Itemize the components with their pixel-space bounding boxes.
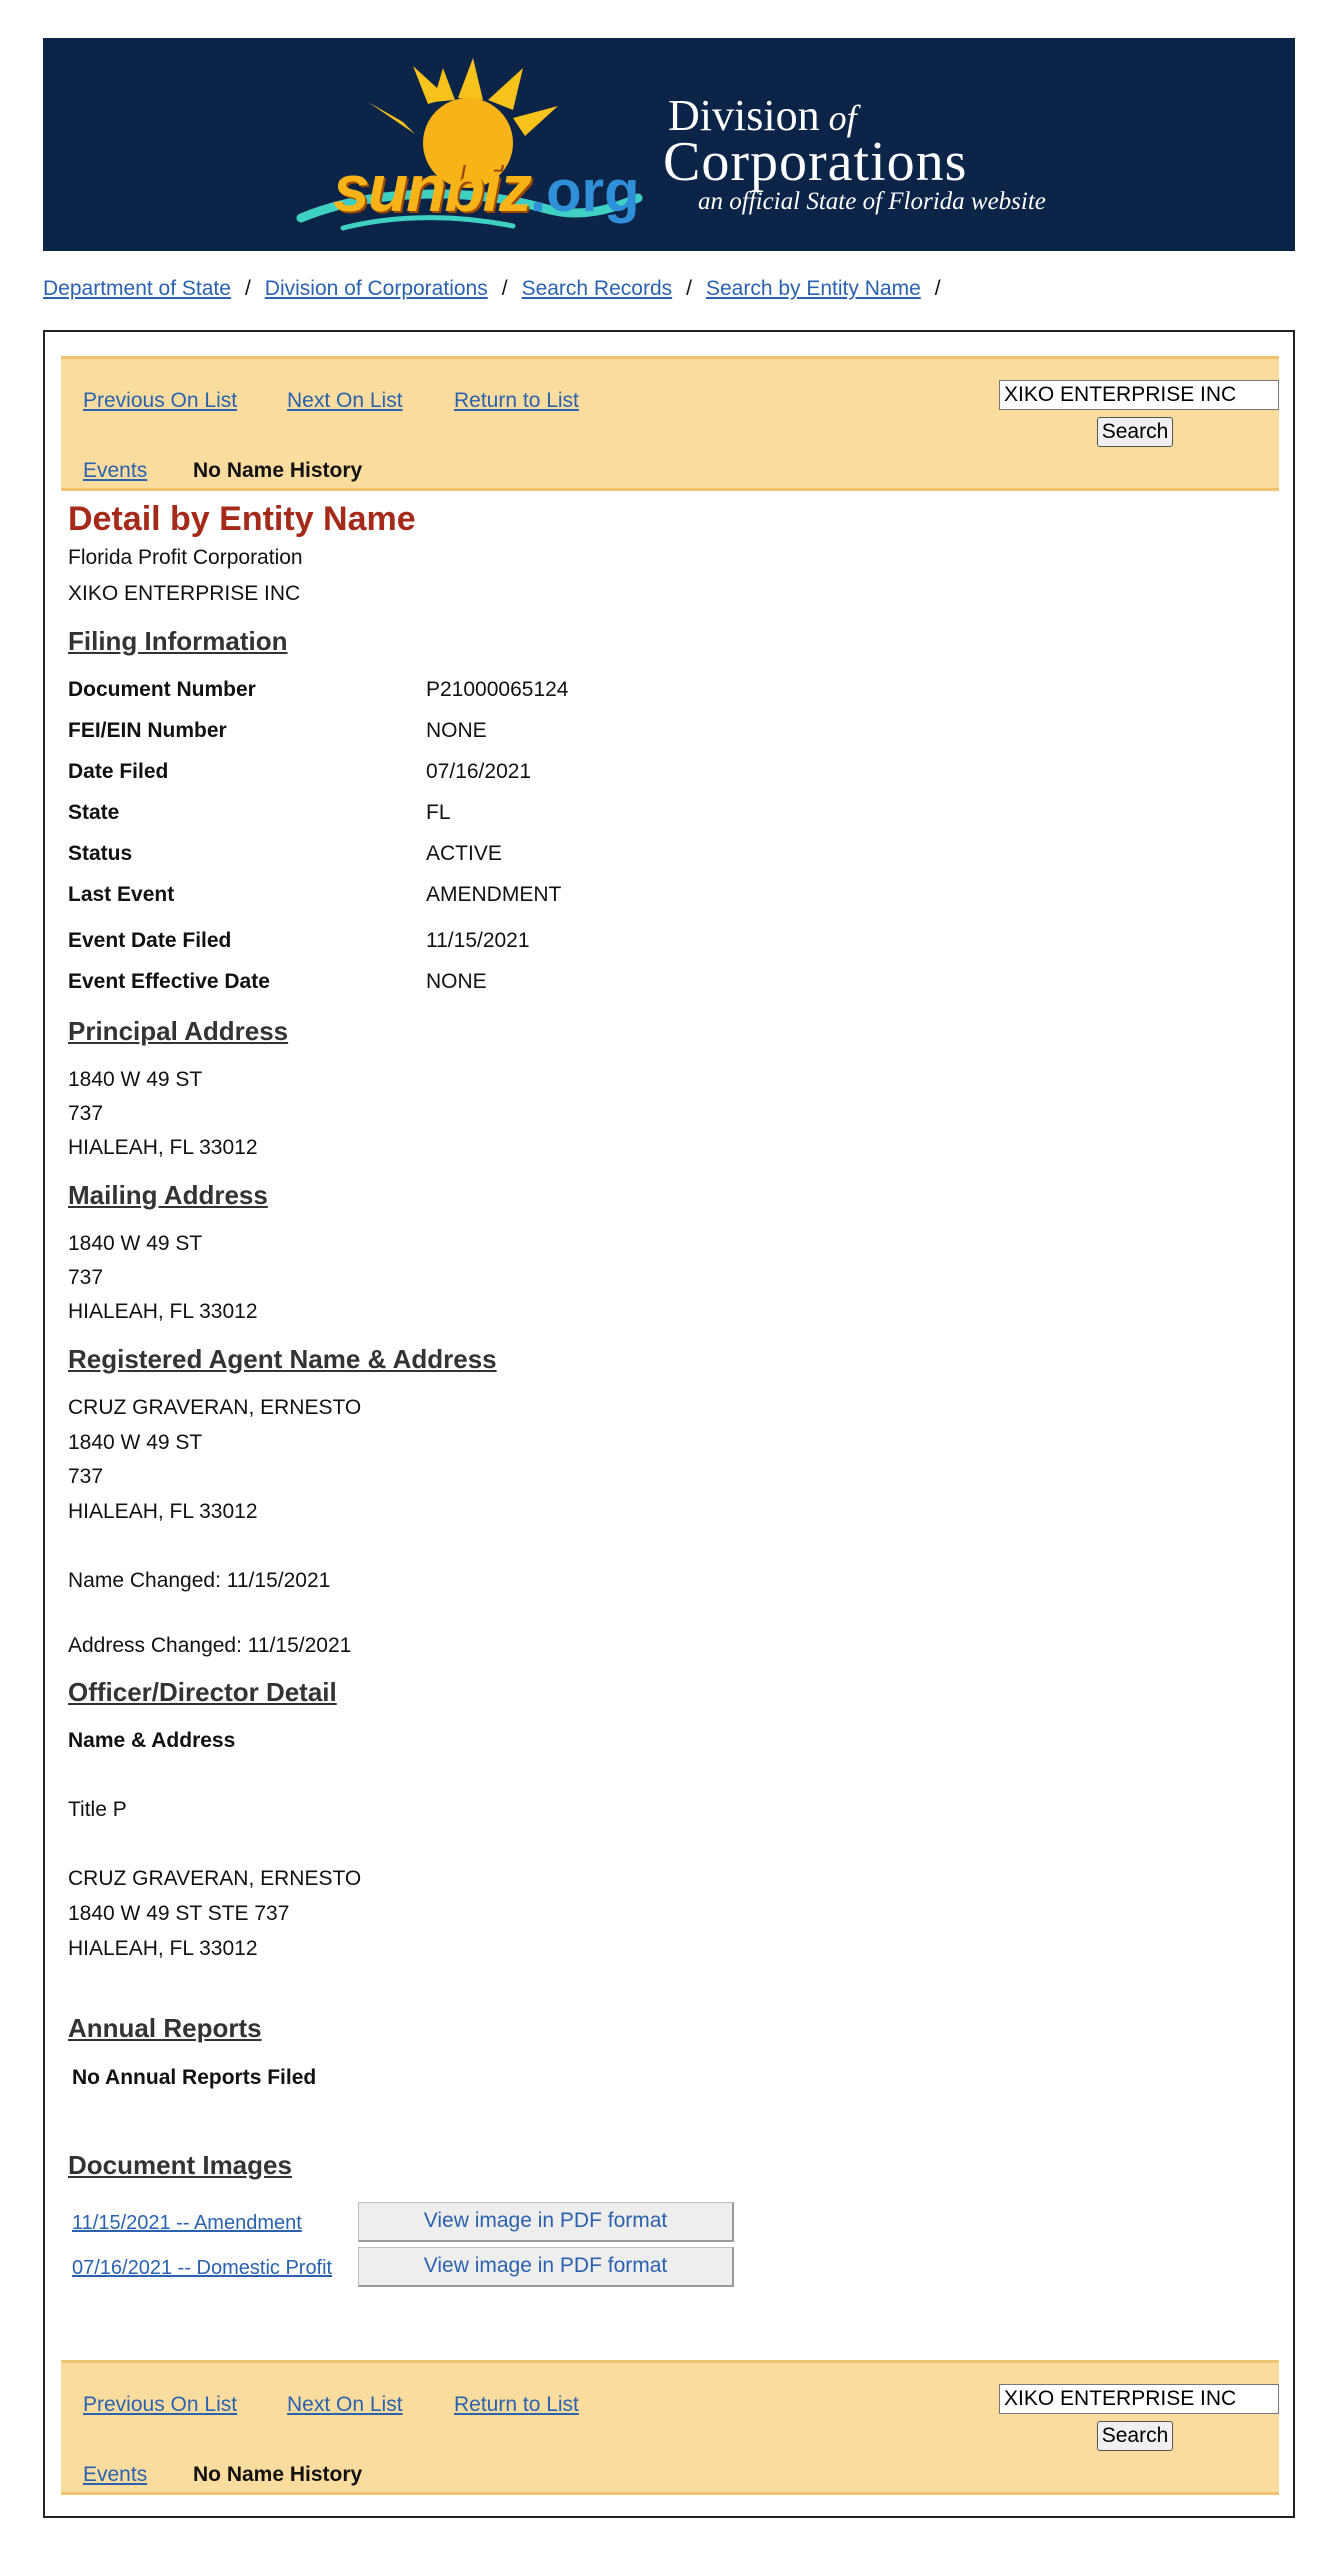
filing-label: Event Effective Date bbox=[68, 970, 270, 993]
no-name-history-label: No Name History bbox=[193, 459, 363, 482]
filing-label: FEI/EIN Number bbox=[68, 719, 227, 742]
breadcrumb-separator: / bbox=[244, 277, 251, 300]
no-name-history-label: No Name History bbox=[193, 2463, 363, 2486]
document-link-domestic-profit[interactable]: 07/16/2021 -- Domestic Profit bbox=[72, 2257, 333, 2279]
principal-address-heading: Principal Address bbox=[68, 1016, 289, 1046]
agent-name-changed: Name Changed: 11/15/2021 bbox=[68, 1569, 331, 1592]
mailing-address-heading: Mailing Address bbox=[68, 1180, 268, 1210]
filing-value: 07/16/2021 bbox=[426, 760, 532, 783]
filing-label: Last Event bbox=[68, 883, 175, 906]
agent-line: CRUZ GRAVERAN, ERNESTO bbox=[68, 1396, 362, 1419]
filing-label: State bbox=[68, 801, 120, 824]
officer-line: 1840 W 49 ST STE 737 bbox=[68, 1902, 290, 1925]
return-to-list-link[interactable]: Return to List bbox=[454, 389, 579, 412]
entity-type: Florida Profit Corporation bbox=[68, 546, 303, 569]
next-on-list-link[interactable]: Next On List bbox=[287, 2393, 403, 2416]
entity-search-input[interactable] bbox=[999, 380, 1279, 410]
return-to-list-link[interactable]: Return to List bbox=[454, 2393, 579, 2416]
principal-address-line: 737 bbox=[68, 1102, 104, 1125]
sunbiz-logo: sunbiz.org bbox=[333, 151, 640, 225]
header-banner bbox=[43, 38, 1295, 251]
filing-label: Event Date Filed bbox=[68, 929, 232, 952]
breadcrumb-search-by-entity-name[interactable]: Search by Entity Name bbox=[705, 277, 921, 300]
filing-label: Document Number bbox=[68, 678, 256, 701]
corporations-label: Corporations bbox=[663, 131, 968, 193]
division-label: Division of bbox=[668, 91, 857, 140]
next-on-list-link[interactable]: Next On List bbox=[287, 389, 403, 412]
breadcrumb-department-of-state[interactable]: Department of State bbox=[43, 277, 231, 300]
previous-on-list-link[interactable]: Previous On List bbox=[83, 2393, 238, 2416]
mailing-address-line: 1840 W 49 ST bbox=[68, 1232, 203, 1255]
entity-search-input[interactable] bbox=[999, 2384, 1279, 2414]
breadcrumb-separator: / bbox=[686, 277, 692, 300]
document-link-amendment[interactable]: 11/15/2021 -- Amendment bbox=[72, 2212, 302, 2234]
entity-name: XIKO ENTERPRISE INC bbox=[68, 582, 301, 605]
filing-value: FL bbox=[426, 801, 451, 824]
search-button[interactable]: Search bbox=[1097, 2421, 1173, 2451]
principal-address-line: 1840 W 49 ST bbox=[68, 1068, 203, 1091]
filing-value: AMENDMENT bbox=[426, 883, 562, 906]
tagline: an official State of Florida website bbox=[698, 188, 1046, 215]
registered-agent-heading: Registered Agent Name & Address bbox=[68, 1344, 497, 1374]
view-pdf-button[interactable]: View image in PDF format bbox=[358, 2202, 734, 2242]
officer-line: CRUZ GRAVERAN, ERNESTO bbox=[68, 1867, 362, 1890]
events-link[interactable]: Events bbox=[83, 2463, 148, 2486]
officer-title: Title P bbox=[68, 1798, 127, 1821]
mailing-address-line: HIALEAH, FL 33012 bbox=[68, 1300, 258, 1323]
filing-value: P21000065124 bbox=[426, 678, 569, 701]
filing-value: 11/15/2021 bbox=[426, 929, 530, 952]
agent-line: 1840 W 49 ST bbox=[68, 1431, 203, 1454]
officer-director-heading: Officer/Director Detail bbox=[68, 1677, 337, 1707]
officer-name-address-label: Name & Address bbox=[68, 1729, 236, 1752]
principal-address-line: HIALEAH, FL 33012 bbox=[68, 1136, 258, 1159]
mailing-address-line: 737 bbox=[68, 1266, 104, 1289]
bottom-navigation bbox=[61, 2360, 1279, 2495]
filing-value: NONE bbox=[426, 719, 487, 742]
filing-label: Date Filed bbox=[68, 760, 169, 783]
breadcrumb bbox=[43, 277, 955, 301]
filing-label: Status bbox=[68, 842, 133, 865]
officer-line: HIALEAH, FL 33012 bbox=[68, 1937, 258, 1960]
agent-line: 737 bbox=[68, 1465, 104, 1488]
top-navigation bbox=[61, 356, 1279, 491]
breadcrumb-division-of-corporations[interactable]: Division of Corporations bbox=[264, 277, 488, 300]
breadcrumb-search-records[interactable]: Search Records bbox=[521, 277, 673, 300]
events-link[interactable]: Events bbox=[83, 459, 148, 482]
breadcrumb-separator: / bbox=[501, 277, 508, 300]
breadcrumb-separator: / bbox=[934, 277, 941, 300]
document-images-heading: Document Images bbox=[68, 2150, 292, 2180]
previous-on-list-link[interactable]: Previous On List bbox=[83, 389, 238, 412]
view-pdf-button[interactable]: View image in PDF format bbox=[358, 2247, 734, 2287]
annual-reports-status: No Annual Reports Filed bbox=[72, 2066, 317, 2089]
page-title: Detail by Entity Name bbox=[68, 500, 416, 538]
agent-line: HIALEAH, FL 33012 bbox=[68, 1500, 258, 1523]
filing-value: NONE bbox=[426, 970, 487, 993]
filing-information-heading: Filing Information bbox=[68, 626, 288, 656]
agent-address-changed: Address Changed: 11/15/2021 bbox=[68, 1634, 352, 1657]
detail-container bbox=[43, 330, 1295, 2518]
search-button[interactable]: Search bbox=[1097, 417, 1173, 447]
annual-reports-heading: Annual Reports bbox=[68, 2013, 262, 2043]
filing-value: ACTIVE bbox=[426, 842, 502, 865]
